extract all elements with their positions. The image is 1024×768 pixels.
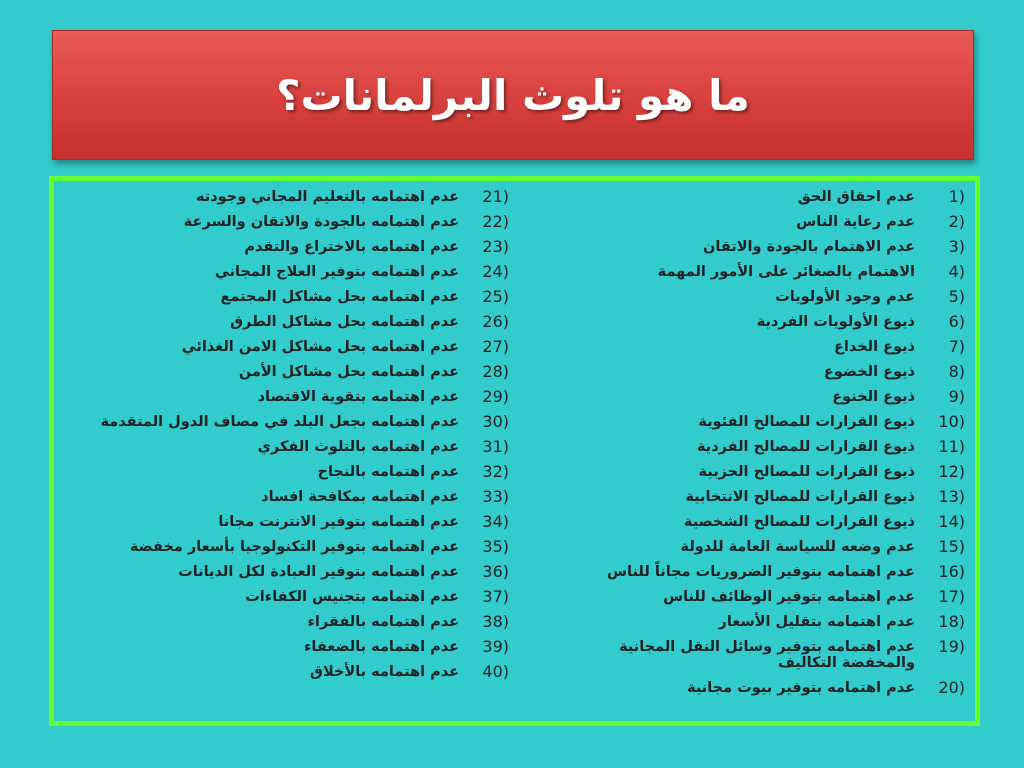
list-item-number: 21) [482,187,509,206]
list-item-text: ذيوع القرارات للمصالح الشخصية [683,514,915,530]
list-item-text: عدم وضعه للسياسة العامة للدولة [680,539,915,555]
list-item [58,489,513,505]
list-item-text: عدم اهتمامه بجعل البلد في مصاف الدول المتقدمة [100,414,459,430]
list-item-number: 1) [948,187,965,206]
list-item-number: 29) [482,387,509,406]
list-item-text: عدم اهتمامه بالنجاح [317,464,459,480]
list-item [58,539,513,555]
list-item [58,414,513,430]
list-item-text: عدم اهتمامه بحل مشاكل الامن الغذائي [181,339,459,355]
list-item [544,314,969,330]
list-item [544,514,969,530]
list-item-number: 8) [948,362,965,381]
list-item-number: 26) [482,312,509,331]
list-item [58,639,513,655]
list-item-text: ذيوع الخداع [833,339,915,355]
list-item [58,264,513,280]
list-item-number: 11) [938,437,965,456]
list-item-text: عدم اهتمامه بالأخلاق [310,664,459,680]
list-item-text: عدم اهتمامه بتجنيس الكفاءات [245,589,459,605]
list-item-number: 38) [482,612,509,631]
list-item-number: 31) [482,437,509,456]
list-item-text: عدم اهتمامه بحل مشاكل الأمن [238,364,459,380]
list-item-text: عدم اهتمامه بتوفير الوظائف للناس [663,589,915,605]
list-item [544,189,969,205]
list-item [58,389,513,405]
list-item-text: عدم احقاق الحق [797,189,915,205]
list-item [58,439,513,455]
list-item [58,364,513,380]
list-item [58,614,513,630]
list-item-number: 7) [948,337,965,356]
list-item-text: عدم اهتمامه بالتعليم المجاني وجودته [195,189,459,205]
list-item [58,664,513,680]
list-item [544,339,969,355]
list-item-number: 19) [938,637,965,656]
list-item-text: ذيوع القرارات للمصالح الحزبية [698,464,915,480]
list-item [58,514,513,530]
list-item-number: 39) [482,637,509,656]
list-item-text: ذيوع الأولويات الفردية [756,314,915,330]
list-item-text: عدم اهتمامه بالفقراء [307,614,459,630]
list-item [544,464,969,480]
list-item-number: 25) [482,287,509,306]
list-item-text: ذيوع الخنوع [832,389,915,405]
list-item-number: 15) [938,537,965,556]
list-item-number: 40) [482,662,509,681]
list-item [544,564,969,580]
list-item-number: 23) [482,237,509,256]
list-item-number: 3) [948,237,965,256]
list-item-text: عدم وجود الأولويات [775,289,915,305]
list-item [544,364,969,380]
list-item [58,339,513,355]
list-item-number: 2) [948,212,965,231]
list-item-number: 5) [948,287,965,306]
list-item-number: 17) [938,587,965,606]
list-item-text: عدم اهتمامه بالجودة والاتقان والسرعة [183,214,459,230]
page-title: ما هو تلوث البرلمانات؟ [276,70,750,120]
list-item [58,239,513,255]
list-item-number: 37) [482,587,509,606]
list-item-text: عدم اهتمامه بتقليل الأسعار [718,614,915,630]
list-item [544,539,969,555]
list-item [58,464,513,480]
list-item-text: عدم رعاية الناس [796,214,915,230]
list-item-text: عدم اهتمامه بتوفير وسائل النقل المجانية والمخفضة التكاليف [619,639,915,671]
list-item-number: 12) [938,462,965,481]
list-item-number: 20) [938,678,965,697]
list-frame [49,176,980,726]
list-item-number: 32) [482,462,509,481]
list-item [58,289,513,305]
list-item-text: عدم اهتمامه بحل مشاكل الطرق [230,314,459,330]
list-item [544,414,969,430]
left-list-column [58,189,513,689]
list-item-number: 33) [482,487,509,506]
list-item-text: عدم اهتمامه بحل مشاكل المجتمع [220,289,459,305]
list-item-text: عدم اهتمامه بالتلوث الفكري [257,439,459,455]
list-item [544,389,969,405]
list-item-number: 9) [948,387,965,406]
list-item-text: ذيوع القرارات للمصالح الفردية [696,439,915,455]
list-item-text: عدم اهتمامه بالضعفاء [304,639,459,655]
list-item-text: عدم اهتمامه بتوفير الانترنت مجانا [218,514,459,530]
list-item-text: الاهتمام بالصغائر على الأمور المهمة [657,264,915,280]
list-item-text: عدم اهتمامه بتوفير العبادة لكل الديانات [178,564,459,580]
list-item-text: عدم اهتمامه بتقوية الاقتصاد [257,389,459,405]
list-item [544,264,969,280]
list-item-number: 35) [482,537,509,556]
list-item-number: 10) [938,412,965,431]
list-item-text: عدم اهتمامه بتوفير العلاج المجاني [214,264,459,280]
list-item-text: عدم اهتمامه بتوفير الضروريات مجاناً للناس [607,564,915,580]
list-item [544,289,969,305]
list-item-text: ذيوع القرارات للمصالح الانتخابية [685,489,915,505]
list-item [544,489,969,505]
list-item-text: عدم اهتمامه بتوفير بيوت مجانية [687,680,915,696]
list-item [544,614,969,630]
list-item-number: 18) [938,612,965,631]
list-item-number: 6) [948,312,965,331]
list-item-number: 30) [482,412,509,431]
title-banner [52,30,974,160]
list-item-number: 27) [482,337,509,356]
list-item-text: عدم الاهتمام بالجودة والاتقان [703,239,915,255]
list-item-text: عدم اهتمامه بمكافحة افساد [261,489,459,505]
list-item-text: ذيوع الخضوع [823,364,915,380]
list-item-number: 14) [938,512,965,531]
list-item-text: عدم اهتمامه بتوفير التكنولوجيا بأسعار مخفضة [129,539,459,555]
list-item [544,439,969,455]
list-item [544,239,969,255]
list-item-number: 36) [482,562,509,581]
list-item [58,214,513,230]
list-item [544,680,969,696]
list-item [58,564,513,580]
list-item-text: عدم اهتمامه بالاختراع والتقدم [244,239,459,255]
list-item-number: 28) [482,362,509,381]
list-item [58,189,513,205]
list-item [58,589,513,605]
list-item-number: 4) [948,262,965,281]
list-item [544,589,969,605]
list-item-number: 22) [482,212,509,231]
list-item [58,314,513,330]
list-item-number: 24) [482,262,509,281]
list-item-text: ذيوع القرارات للمصالح الفئوية [698,414,915,430]
list-item-number: 16) [938,562,965,581]
list-item [544,639,969,671]
list-item-number: 34) [482,512,509,531]
right-list-column [544,189,969,705]
list-item-number: 13) [938,487,965,506]
list-item [544,214,969,230]
